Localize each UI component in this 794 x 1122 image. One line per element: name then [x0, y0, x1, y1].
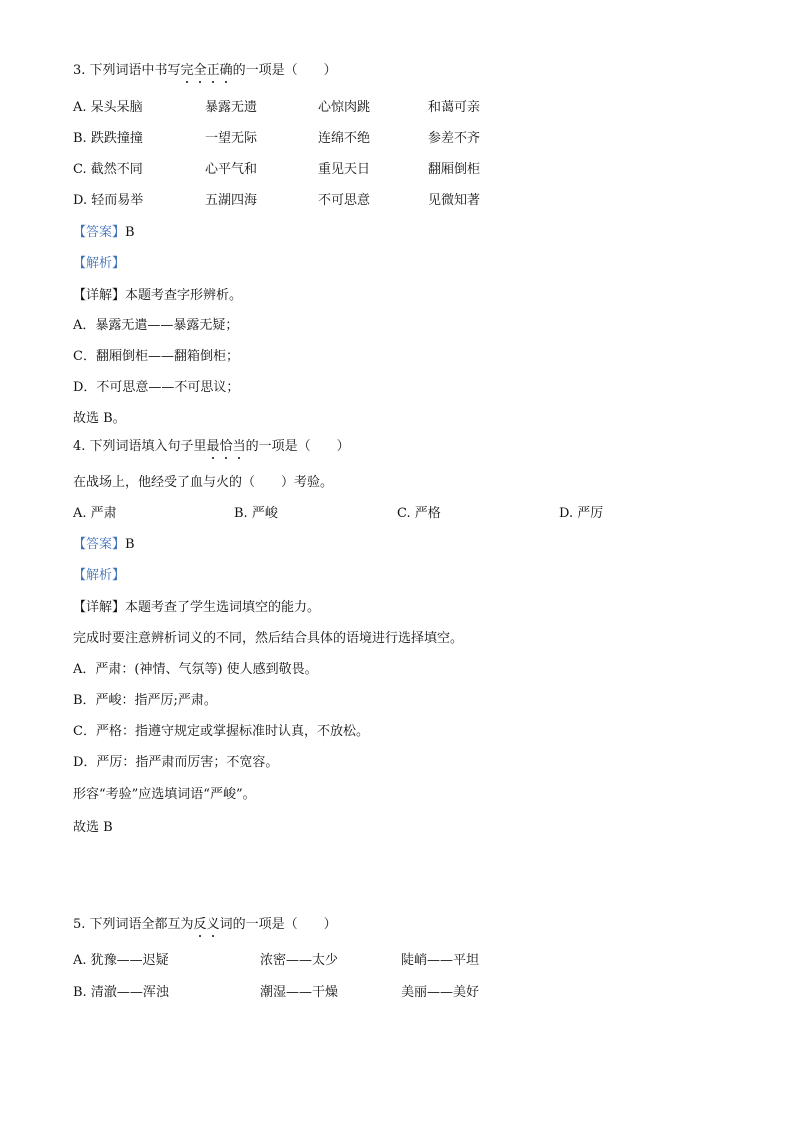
q3-answer	[73, 225, 135, 241]
q4-detail: A．严肃：(神情、气氛等) 使人感到敬畏。	[73, 662, 318, 677]
option-item: 重见天日	[318, 162, 371, 177]
option-label: C. 截然不同	[73, 162, 143, 177]
option-item: 心惊肉跳	[318, 100, 371, 115]
q4-analysis-tag: 【解析】	[73, 568, 126, 583]
q4-detail: C．严格：指遵守规定或掌握标准时认真，不放松。	[73, 724, 369, 739]
option-item: 浓密——太少	[260, 953, 339, 968]
q4-detail: 【详解】本题考查了学生选词填空的能力。	[73, 600, 321, 615]
emphasis-char: 最	[206, 439, 220, 454]
emphasis-char: 义	[206, 917, 220, 932]
q3-detail: D．不可思意——不可思议；	[73, 380, 240, 395]
q4-stem: 4. 下列词语填入句子里最恰当的一项是（ ）	[73, 439, 350, 454]
option-item: 暴露无遗	[205, 100, 258, 115]
q3-stem: 3. 下列词语中书写完全正确的一项是（ ）	[73, 63, 337, 78]
q3-detail: C．翻厢倒柜——翻箱倒柜；	[73, 349, 239, 364]
q4-answer	[73, 537, 135, 553]
q4-detail: D．严厉：指严肃而厉害；不宽容。	[73, 755, 279, 770]
emphasis-char: 正	[206, 63, 220, 78]
option-item: 参差不齐	[428, 131, 481, 146]
option: B. 严峻	[234, 506, 278, 521]
option-item: 连绵不绝	[318, 131, 371, 146]
option-label: B. 跌跌撞撞	[73, 131, 143, 146]
emphasis-char: 确	[219, 63, 233, 78]
answer-tag: 【答案】	[73, 537, 126, 552]
option-label: D. 轻而易举	[73, 193, 144, 208]
q4-detail: 形容“考验”应选填词语“严峻”。	[73, 787, 256, 802]
q4-detail: 故选 B	[73, 820, 113, 835]
answer-value: B	[125, 537, 135, 552]
option: C. 严格	[397, 506, 441, 521]
option: D. 严厉	[559, 506, 604, 521]
option-label: B. 清澈——浑浊	[73, 985, 169, 1000]
emphasis-char: 反	[193, 917, 207, 932]
option-item: 陡峭——平坦	[401, 953, 480, 968]
q4-detail: 完成时要注意辨析词义的不同，然后结合具体的语境进行选择填空。	[73, 631, 464, 646]
option-item: 心平气和	[205, 162, 258, 177]
emphasis-char: 恰	[219, 439, 233, 454]
emphasis-char: 全	[193, 63, 207, 78]
option-item: 五湖四海	[205, 193, 258, 208]
q4-sentence: 在战场上，他经受了血与火的（ ）考验。	[73, 475, 334, 490]
q5-stem: 5. 下列词语全都互为反义词的一项是（ ）	[73, 917, 337, 932]
option-item: 翻厢倒柜	[428, 162, 481, 177]
q3-analysis-tag: 【解析】	[73, 256, 126, 271]
q4-detail: B．严峻：指严厉;严肃。	[73, 693, 217, 708]
option-item: 不可思意	[318, 193, 371, 208]
option-item: 美丽——美好	[401, 985, 480, 1000]
q3-detail: 故选 B。	[73, 411, 126, 426]
emphasis-char: 完	[180, 63, 194, 78]
option-label: A. 犹豫——迟疑	[73, 953, 169, 968]
emphasis-char: 当	[232, 439, 246, 454]
q3-detail: 【详解】本题考查字形辨析。	[73, 288, 243, 303]
q3-detail: A．暴露无遣——暴露无疑；	[73, 318, 239, 333]
answer-value: B	[125, 225, 135, 240]
option-item: 潮湿——干燥	[260, 985, 339, 1000]
option-label: A. 呆头呆脑	[73, 100, 143, 115]
option-item: 和蔼可亲	[428, 100, 481, 115]
option-item: 见微知著	[428, 193, 481, 208]
option-item: 一望无际	[205, 131, 258, 146]
option: A. 严肃	[73, 506, 117, 521]
answer-tag: 【答案】	[73, 225, 126, 240]
